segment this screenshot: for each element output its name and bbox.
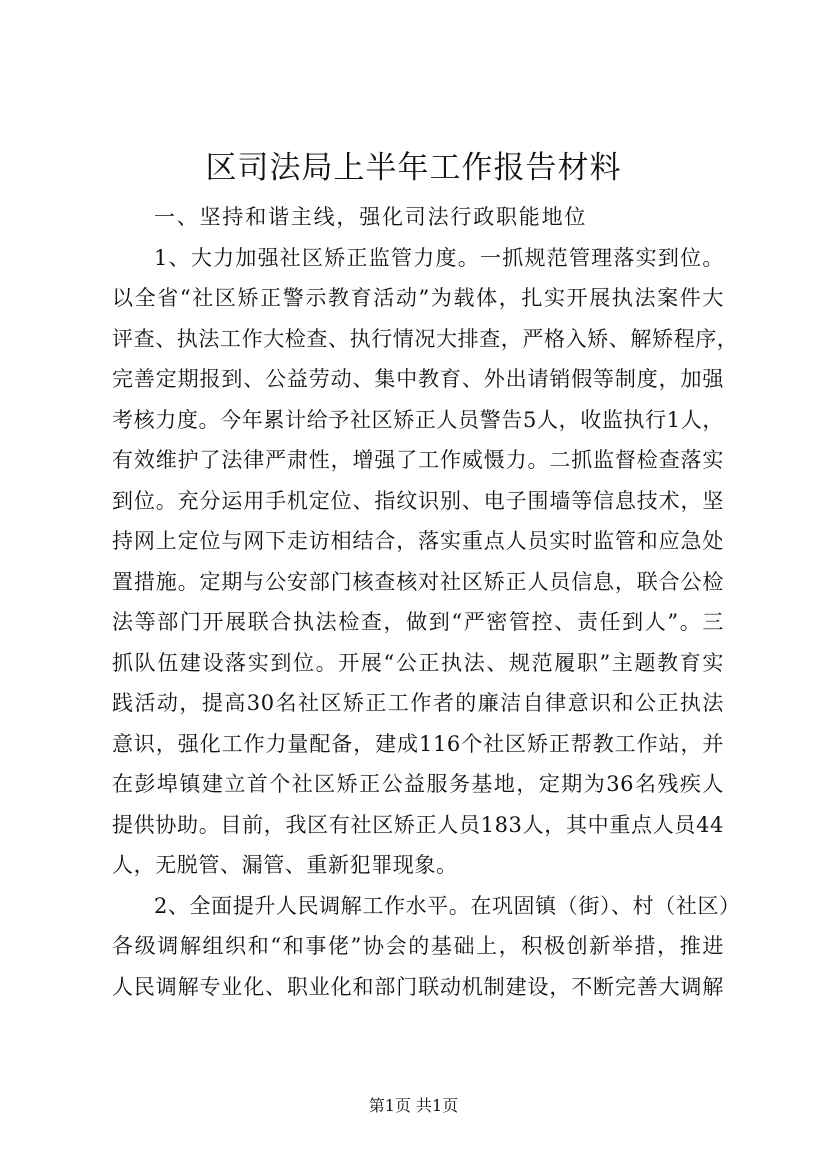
section-heading: 一、坚持和谐主线，强化司法行政职能地位	[154, 205, 588, 229]
document-body	[112, 197, 741, 1007]
paragraph-line: 到位。充分运用手机定位、指纹识别、电子围墙等信息技术，坚	[112, 488, 724, 513]
paragraph-line: 考核力度。今年累计给予社区矫正人员警告5人，收监执行1人，	[112, 407, 724, 432]
paragraph-line: 人民调解专业化、职业化和部门联动机制建设，不断完善大调解	[112, 974, 724, 999]
paragraph-line: 置措施。定期与公安部门核查核对社区矫正人员信息，联合公检	[112, 569, 724, 594]
paragraph-line: 法等部门开展联合执法检查，做到“严密管控、责任到人”。三	[112, 610, 724, 634]
paragraph-line: 抓队伍建设落实到位。开展“公正执法、规范履职”主题教育实	[112, 650, 724, 675]
paragraph-line: 各级调解组织和“和事佬”协会的基础上，积极创新举措，推进	[112, 934, 724, 958]
paragraph-line: 持网上定位与网下走访相结合，落实重点人员实时监管和应急处	[112, 529, 724, 553]
paragraph-line: 践活动，提高30名社区矫正工作者的廉洁自律意识和公正执法	[112, 691, 724, 715]
paragraph-line: 提供协助。目前，我区有社区矫正人员183人，其中重点人员44	[112, 812, 724, 837]
paragraph-line: 在彭埠镇建立首个社区矫正公益服务基地，定期为36名残疾人	[112, 772, 724, 796]
document-title: 区司法局上半年工作报告材料	[205, 150, 622, 186]
paragraph-line: 有效维护了法律严肃性，增强了工作威慑力。二抓监督检查落实	[112, 448, 724, 472]
paragraph-line: 人，无脱管、漏管、重新犯罪现象。	[112, 853, 458, 877]
paragraph-line: 2、全面提升人民调解工作水平。在巩固镇（街）、村（社区）	[154, 893, 741, 918]
paragraph-line: 评查、执法工作大检查、执行情况大排查，严格入矫、解矫程序，	[112, 326, 739, 351]
paragraph-line: 意识，强化工作力量配备，建成116个社区矫正帮教工作站，并	[112, 731, 724, 756]
paragraph-line: 完善定期报到、公益劳动、集中教育、外出请销假等制度，加强	[112, 367, 724, 391]
paragraph-line: 1、大力加强社区矫正监管力度。一抓规范管理落实到位。	[154, 245, 724, 270]
page-number-footer: 第1页 共1页	[368, 1096, 459, 1115]
paragraph-line: 以全省“社区矫正警示教育活动”为载体，扎实开展执法案件大	[112, 286, 724, 310]
